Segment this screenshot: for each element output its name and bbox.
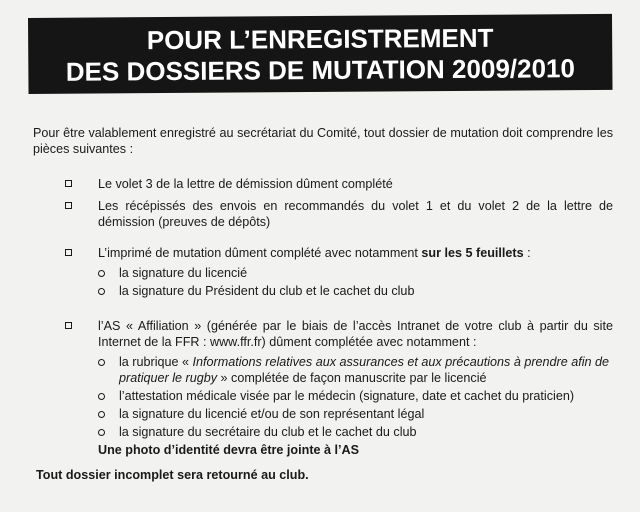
title-line-1: POUR L’ENREGISTREMENT [146,22,494,56]
text-italic-part: Informations relatives aux assurances et aux précautions à prendre afin de pratiquer le rugby [119,355,610,385]
list-item-text [98,245,613,261]
sub-item [98,424,613,440]
checkbox-bullet-icon [65,202,72,209]
checkbox-bullet-icon [65,180,72,187]
intro-paragraph: Pour être valablement enregistré au secrétariat du Comité, tout dossier de mutation doit comprendre les pièces suivantes : [33,126,613,156]
sub-item-text: la signature du secrétaire du club et le cachet du club [119,425,417,439]
checkbox-bullet-icon [65,322,72,329]
sub-item [98,283,613,299]
list-item-as-affiliation [65,318,625,458]
sub-item [98,354,613,386]
list-item-imprime-mutation [65,245,625,299]
circle-bullet-icon [98,411,105,418]
circle-bullet-icon [98,288,105,295]
list-item-text: l’AS « Affiliation » (générée par le biais de l’accès Intranet de votre club à partir du site Internet de la FFR : www.ffr.fr) dûment complétée avec notamment : [98,319,613,349]
circle-bullet-icon [98,429,105,436]
list-item-text: Les récépissés des envois en recommandés du volet 1 et du volet 2 de la lettre de démission (preuves de dépôts) [98,199,613,229]
title-line-2: DES DOSSIERS DE MUTATION 2009/2010 [65,53,576,87]
text-part: » complétée de façon manuscrite par le licencié [217,371,487,385]
checkbox-bullet-icon [65,249,72,256]
sub-item-text: l’attestation médicale visée par le médecin (signature, date et cachet du praticien) [119,389,575,403]
sub-item-text: la signature du Président du club et le cachet du club [119,284,415,298]
sub-item [98,388,613,404]
footer-warning: Tout dossier incomplet sera retourné au club. [36,468,309,482]
text-part: : [523,246,531,260]
list-item-volet3 [65,176,625,192]
circle-bullet-icon [98,270,105,277]
list-item-text: Le volet 3 de la lettre de démission dûment complété [98,177,393,191]
sub-item [98,265,613,281]
text-bold-part: sur les 5 feuillets [421,246,524,260]
sub-item-text: la signature du licencié et/ou de son représentant légal [119,407,425,421]
title-banner [28,14,613,94]
list-item-recepisses [65,198,625,230]
text-part: la rubrique « [119,355,193,369]
sub-item-text: la signature du licencié [119,266,248,280]
sub-item [98,406,613,422]
circle-bullet-icon [98,393,105,400]
text-part: L’imprimé de mutation dûment complété avec notamment [98,246,422,260]
circle-bullet-icon [98,359,105,366]
photo-note: Une photo d’identité devra être jointe à l’AS [98,443,360,457]
